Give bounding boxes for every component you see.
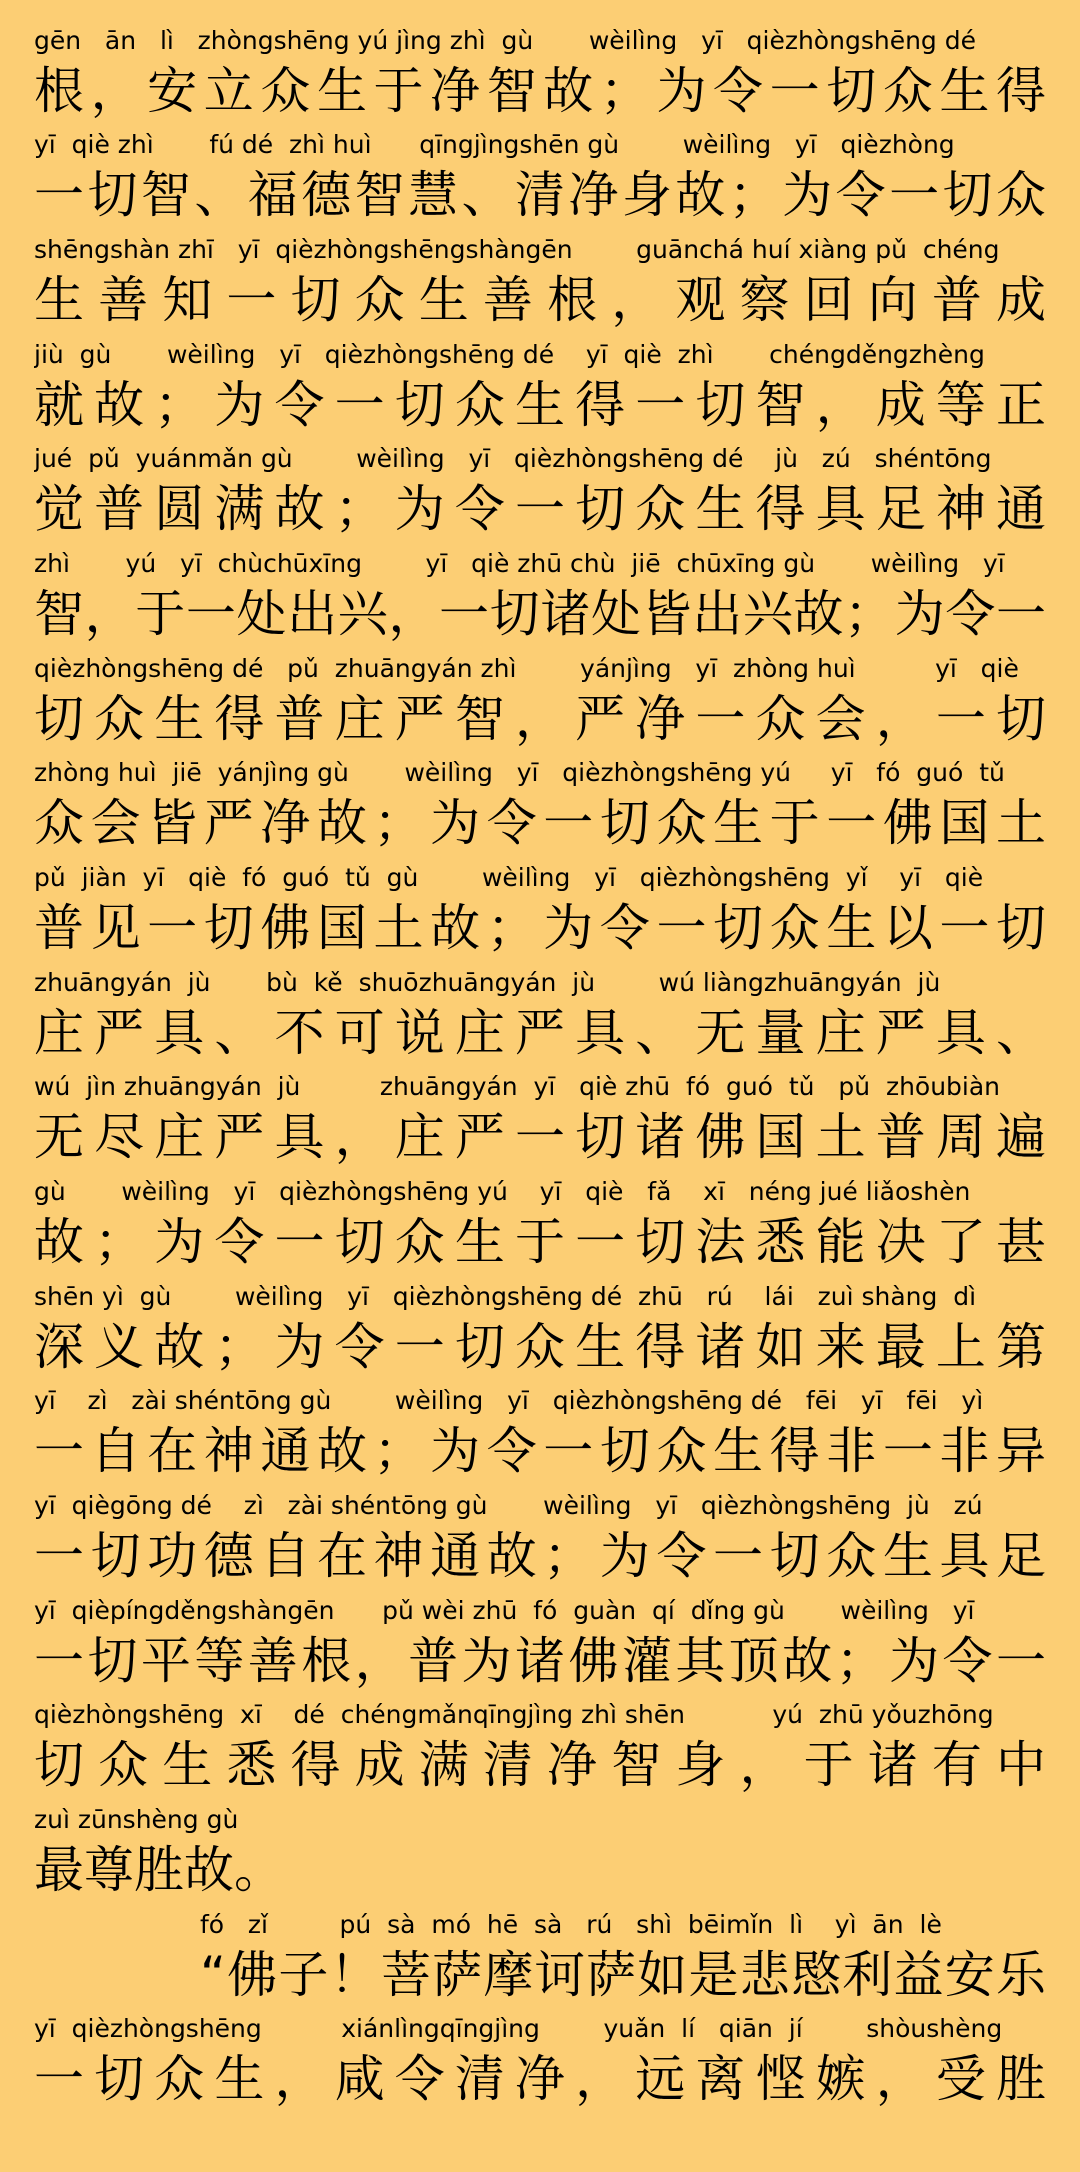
hanzi-line: 根，安立众生于净智故；为令一切众生得 bbox=[34, 62, 1046, 120]
text-line bbox=[34, 338, 1046, 442]
hanzi-line: 切众生悉得成满清净智身，于诸有中 bbox=[34, 1736, 1046, 1794]
text-line bbox=[34, 1698, 1046, 1802]
text-line bbox=[34, 756, 1046, 860]
hanzi-line: 庄严具、不可说庄严具、无量庄严具、 bbox=[34, 1004, 1046, 1062]
text-line bbox=[34, 652, 1046, 756]
text-line bbox=[34, 1070, 1046, 1174]
pinyin-line: jué pǔ yuánmǎn gù wèilìng yī qièzhòngshēng dé jù zú shéntōng bbox=[34, 444, 992, 473]
hanzi-line: 一自在神通故；为令一切众生得非一非异 bbox=[34, 1422, 1046, 1480]
hanzi-line: 众会皆严净故；为令一切众生于一佛国土 bbox=[34, 794, 1046, 852]
text-line bbox=[34, 1803, 1046, 1907]
hanzi-line: 故；为令一切众生于一切法悉能决了甚 bbox=[34, 1213, 1046, 1271]
pinyin-line: jiù gù wèilìng yī qièzhòngshēng dé yī qiè zhì chéngděngzhèng bbox=[34, 340, 985, 369]
pinyin-line: yī zì zài shéntōng gù wèilìng yī qièzhòngshēng dé fēi yī fēi yì bbox=[34, 1386, 984, 1415]
hanzi-line: 就故；为令一切众生得一切智，成等正 bbox=[34, 376, 1046, 434]
hanzi-line: 普见一切佛国土故；为令一切众生以一切 bbox=[34, 899, 1046, 957]
hanzi-line: 一切平等善根，普为诸佛灌其顶故；为令一 bbox=[34, 1632, 1046, 1690]
pinyin-line: gēn ān lì zhòngshēng yú jìng zhì gù wèilìng yī qièzhòngshēng dé bbox=[34, 26, 976, 55]
pinyin-line: pǔ jiàn yī qiè fó guó tǔ gù wèilìng yī qièzhòngshēng yǐ yī qiè bbox=[34, 863, 984, 892]
hanzi-line: 无尽庄严具，庄严一切诸佛国土普周遍 bbox=[34, 1108, 1046, 1166]
text-line bbox=[34, 1489, 1046, 1593]
pinyin-line: yī qiègōng dé zì zài shéntōng gù wèilìng yī qièzhòngshēng jù zú bbox=[34, 1491, 983, 1520]
pinyin-line: fó zǐ pú sà mó hē sà rú shì bēimǐn lì yì ān lè bbox=[200, 1910, 942, 1939]
text-line bbox=[34, 1175, 1046, 1279]
hanzi-line: 一切功德自在神通故；为令一切众生具足 bbox=[34, 1527, 1046, 1585]
pinyin-line: yī qièzhòngshēng xiánlìngqīngjìng yuǎn lí qiān jí shòushèng bbox=[34, 2014, 1003, 2043]
pinyin-line: qièzhòngshēng xī dé chéngmǎnqīngjìng zhì shēn yú zhū yǒuzhōng bbox=[34, 1700, 994, 1729]
hanzi-line: 深义故；为令一切众生得诸如来最上第 bbox=[34, 1318, 1046, 1376]
hanzi-line: “佛子！菩萨摩诃萨如是悲愍利益安乐 bbox=[200, 1946, 1046, 2004]
text-line bbox=[34, 2012, 1046, 2116]
pinyin-line: qièzhòngshēng dé pǔ zhuāngyán zhì yánjìng yī zhòng huì yī qiè bbox=[34, 654, 1019, 683]
text-line bbox=[34, 1280, 1046, 1384]
text-line bbox=[34, 24, 1046, 128]
text-line bbox=[34, 861, 1046, 965]
hanzi-line: 觉普圆满故；为令一切众生得具足神通 bbox=[34, 480, 1046, 538]
text-line bbox=[34, 547, 1046, 651]
text-line bbox=[34, 442, 1046, 546]
pinyin-line: shēn yì gù wèilìng yī qièzhòngshēng dé zhū rú lái zuì shàng dì bbox=[34, 1282, 977, 1311]
pinyin-line: shēngshàn zhī yī qièzhòngshēngshàngēn guānchá huí xiàng pǔ chéng bbox=[34, 235, 1000, 264]
pinyin-line: zhuāngyán jù bù kě shuōzhuāngyán jù wú liàngzhuāngyán jù bbox=[34, 968, 941, 997]
text-line bbox=[200, 1908, 1046, 2012]
hanzi-line: 生善知一切众生善根，观察回向普成 bbox=[34, 271, 1046, 329]
hanzi-line: 切众生得普庄严智，严净一众会，一切 bbox=[34, 690, 1046, 748]
pinyin-line: yī qièpíngděngshàngēn pǔ wèi zhū fó guàn qí dǐng gù wèilìng yī bbox=[34, 1596, 975, 1625]
text-line bbox=[34, 966, 1046, 1070]
hanzi-line: 最尊胜故。 bbox=[34, 1841, 284, 1899]
pinyin-line: yī qiè zhì fú dé zhì huì qīngjìngshēn gù wèilìng yī qièzhòng bbox=[34, 130, 955, 159]
text-line bbox=[34, 1594, 1046, 1698]
pinyin-line: zuì zūnshèng gù bbox=[34, 1805, 239, 1834]
pinyin-line: gù wèilìng yī qièzhòngshēng yú yī qiè fǎ xī néng jué liǎoshèn bbox=[34, 1177, 971, 1206]
pinyin-line: zhì yú yī chùchūxīng yī qiè zhū chù jiē chūxīng gù wèilìng yī bbox=[34, 549, 1005, 578]
text-line bbox=[34, 1384, 1046, 1488]
hanzi-line: 一切智、福德智慧、清净身故；为令一切众 bbox=[34, 166, 1046, 224]
hanzi-line: 智，于一处出兴，一切诸处皆出兴故；为令一 bbox=[34, 585, 1046, 643]
pinyin-line: wú jìn zhuāngyán jù zhuāngyán yī qiè zhū fó guó tǔ pǔ zhōubiàn bbox=[34, 1072, 1001, 1101]
pinyin-line: zhòng huì jiē yánjìng gù wèilìng yī qièzhòngshēng yú yī fó guó tǔ bbox=[34, 758, 1005, 787]
hanzi-line: 一切众生，咸令清净，远离悭嫉，受胜 bbox=[34, 2050, 1046, 2108]
text-line bbox=[34, 128, 1046, 232]
text-line bbox=[34, 233, 1046, 337]
